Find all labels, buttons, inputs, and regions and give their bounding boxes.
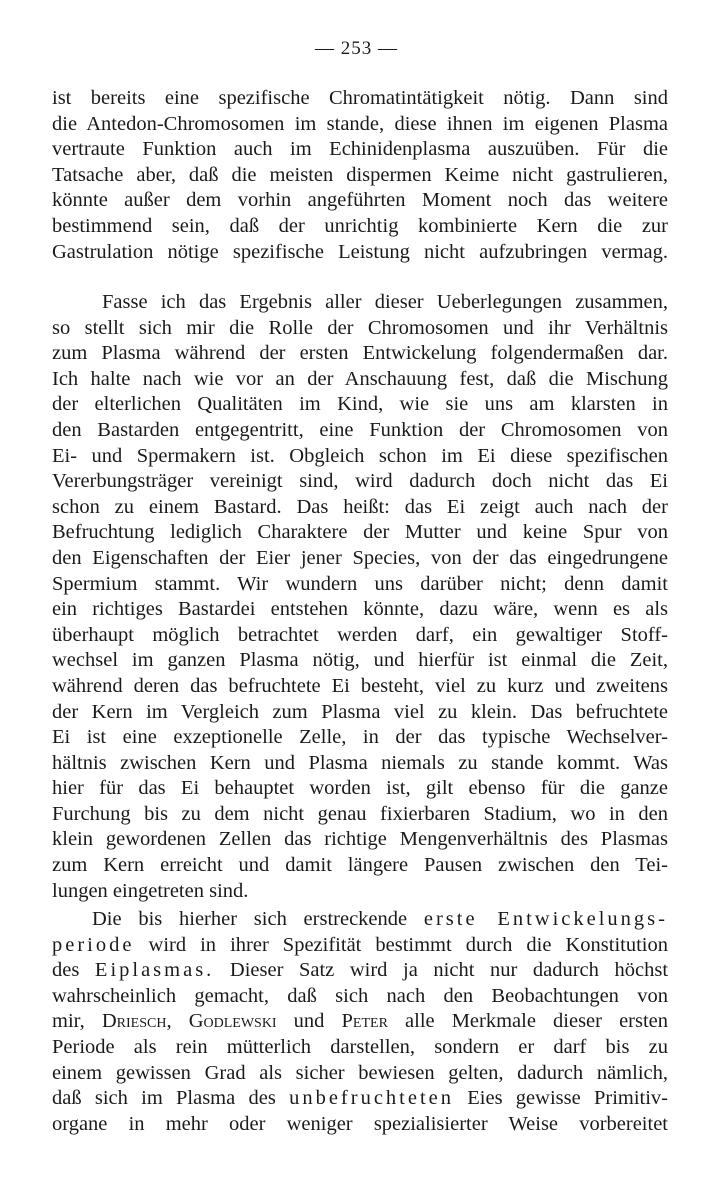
text-line: während deren das befruchtete Ei besteht, viel zu kurz und zweitens [52, 674, 668, 697]
text-line: zum Kern erreicht und damit längere Pausen zwischen den Tei- [52, 854, 668, 877]
text-line: lungen eingetreten sind. [52, 879, 249, 902]
text-run: Dieser Satz wird ja nicht nur dadurch höchst [214, 959, 669, 982]
text-line: Furchung bis zu dem nicht genau fixierbaren Stadium, wo in den [52, 802, 668, 825]
text-line: bestimmend sein, daß der unrichtig kombinierte Kern die zur [52, 214, 668, 237]
text-line: zum Plasma während der ersten Entwickelung folgendermaßen dar. [52, 342, 668, 365]
text-line: hier für das Ei behauptet worden ist, gilt ebenso für die ganze [52, 777, 668, 800]
text-line [52, 1086, 668, 1112]
text-run: und [276, 1010, 342, 1033]
text-line [52, 933, 668, 959]
text-run: Eies gewisse Primitiv- [454, 1087, 668, 1110]
text-line: wechsel im ganzen Plasma nötig, und hierfür ist einmal die Zeit, [52, 649, 668, 672]
text-line: Ei- und Spermakern ist. Obgleich schon im Ei diese spezifischen [52, 444, 668, 467]
paragraph-3 [52, 907, 668, 1137]
text-line: könnte außer dem vorhin angeführten Moment noch das weitere [52, 189, 668, 212]
text-line [52, 958, 668, 984]
text-line: Tatsache aber, daß die meisten dispermen Keime nicht gastrulieren, [52, 163, 668, 186]
text-line: der Kern im Vergleich zum Plasma viel zu klein. Das befruchtete [52, 700, 668, 723]
text-line: die Antedon-Chromosomen im stande, diese ihnen im eigenen Plasma [52, 112, 668, 135]
text-run: alle Merkmale dieser ersten [387, 1010, 669, 1033]
text-line: ist bereits eine spezifische Chromatintätigkeit nötig. Dann sind [52, 87, 668, 109]
emphasized-text: Eiplasmas. [94, 959, 215, 982]
emphasized-text: unbefruchteten [289, 1087, 455, 1110]
text-line: den Eigenschaften der Eier jener Species, von der das eingedrungene [52, 546, 668, 569]
text-line [52, 1009, 668, 1035]
page-number: — 253 — [315, 38, 398, 59]
text-line: Ich halte nach wie vor an der Anschauung fest, daß die Mischung [52, 367, 668, 390]
paragraph-2 [52, 290, 668, 904]
text-line: Spermium stammt. Wir wundern uns darüber nicht; denn damit [52, 572, 668, 595]
text-line: so stellt sich mir die Rolle der Chromosomen und ihr Verhältnis [52, 316, 668, 339]
text-line: vertraute Funktion auch im Echinidenplasma auszuüben. Für die [52, 138, 668, 161]
emphasized-text: periode [52, 933, 135, 956]
text-line: ein richtiges Bastardei entstehen könnte, dazu wäre, wenn es als [52, 598, 668, 621]
text-run: mir, [52, 1010, 102, 1033]
text-run: wird in ihrer Spezifität bestimmt durch die Konstitution [134, 933, 668, 956]
text-line: den Bastarden entgegentritt, eine Funktion der Chromosomen von [52, 418, 668, 441]
text-line: einem gewissen Grad als sicher bewiesen gelten, dadurch nämlich, [52, 1061, 668, 1084]
text-line: Periode als rein mütterlich darstellen, sondern er darf bis zu [52, 1035, 668, 1058]
author-name: Peter [341, 1010, 388, 1033]
text-line: wahrscheinlich gemacht, daß sich nach den Beobachtungen von [52, 984, 668, 1007]
author-name: Driesch [101, 1010, 167, 1033]
text-run: des [52, 959, 95, 982]
text-line: der elterlichen Qualitäten im Kind, wie sie uns am klarsten in [52, 393, 668, 416]
text-line: organe in mehr oder weniger spezialisierter Weise vorbereitet [52, 1112, 668, 1135]
text-line: Gastrulation nötige spezifische Leistung nicht aufzubringen vermag. [52, 240, 668, 263]
text-line [52, 907, 668, 933]
text-line: überhaupt möglich betrachtet werden darf, ein gewaltiger Stoff- [52, 623, 668, 646]
text-run: daß sich im Plasma des [52, 1087, 290, 1110]
text-line: Fasse ich das Ergebnis aller dieser Ueberlegungen zusammen, [102, 291, 668, 313]
text-line: schon zu einem Bastard. Das heißt: das Ei zeigt auch nach der [52, 495, 668, 518]
paragraph-1 [52, 86, 668, 265]
author-name: Godlewski [188, 1010, 277, 1033]
text-line: Befruchtung lediglich Charaktere der Mutter und keine Spur von [52, 521, 668, 544]
text-line: Ei ist eine exzeptionelle Zelle, in der das typische Wechselver- [52, 726, 668, 749]
text-line: Vererbungsträger vereinigt sind, wird dadurch doch nicht das Ei [52, 470, 668, 493]
emphasized-text: erste Entwickelungs- [423, 908, 668, 930]
text-run: , [166, 1010, 189, 1033]
text-run: Die bis hierher sich erstreckende [92, 908, 424, 930]
text-line: klein gewordenen Zellen das richtige Mengenverhältnis des Plasmas [52, 828, 668, 851]
text-line: hältnis zwischen Kern und Plasma niemals zu stande kommt. Was [52, 751, 668, 774]
